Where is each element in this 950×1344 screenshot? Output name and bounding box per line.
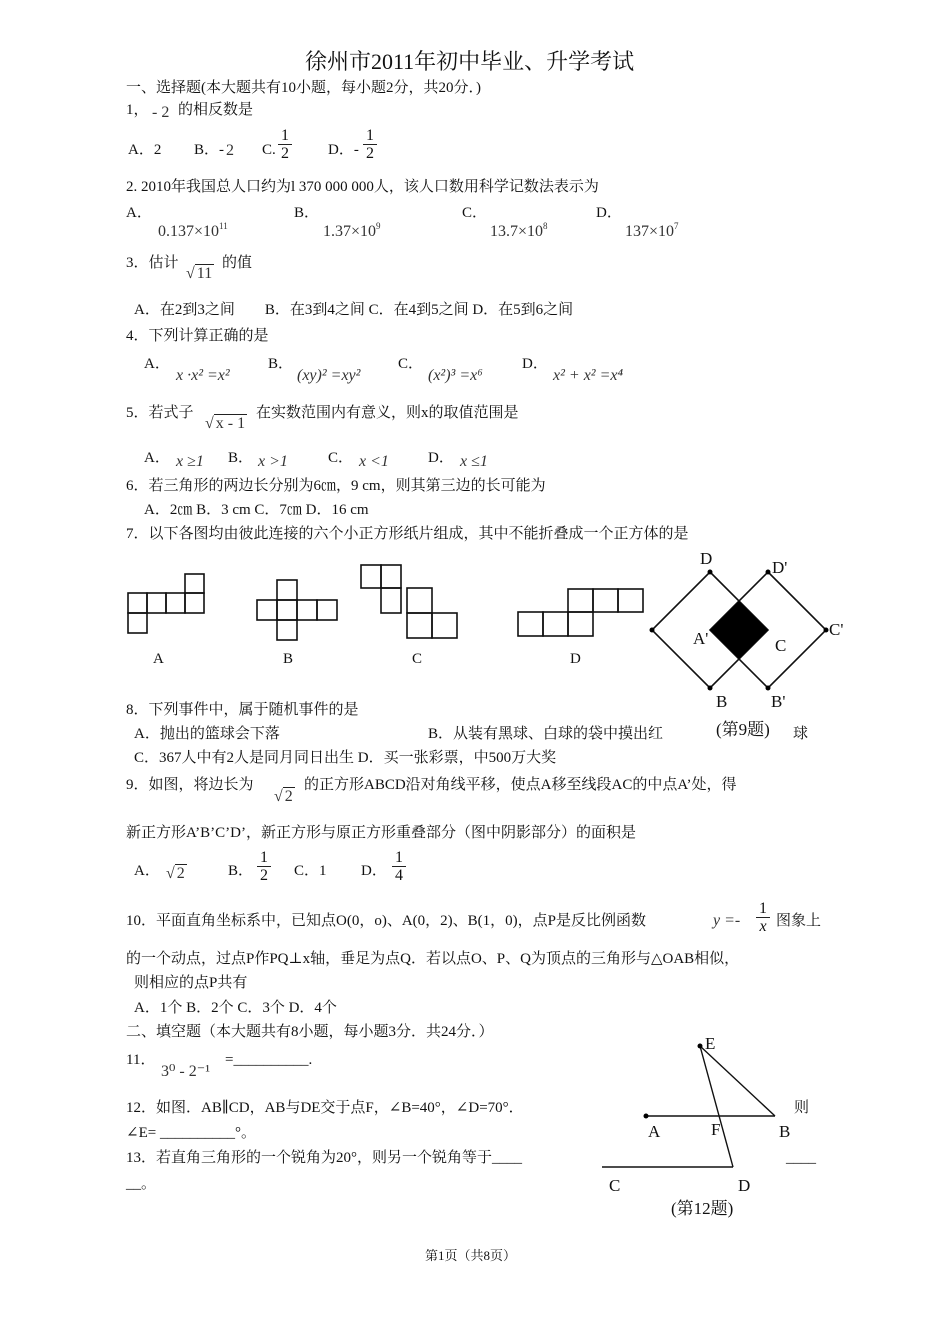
- q11-answer-blank: =__________.: [225, 1052, 313, 1068]
- fig9-label-d-prime: D': [772, 558, 788, 577]
- q4-option-a: A．: [144, 356, 170, 372]
- net-a-label: A: [153, 651, 164, 667]
- q1-text: 的相反数是: [178, 102, 254, 118]
- q10-line1: 10．平面直角坐标系中，已知点O(0，o)、A(0，2)、B(1，0)，点P是反比例函数: [126, 913, 646, 929]
- q4-option-a-expr: x ·x² =x²: [176, 367, 230, 384]
- fig12-label-a: A: [648, 1122, 661, 1141]
- q1-option-c-fraction: [278, 127, 292, 162]
- q9-option-d-fraction: [392, 849, 406, 884]
- q6-text: 6．若三角形的两边长分别为6㎝，9 cm，则其第三边的长可能为: [126, 478, 546, 494]
- q10-function: y =-: [713, 912, 741, 929]
- q13-line1-tail: ____: [786, 1150, 816, 1166]
- q5-option-c-expr: x <1: [359, 453, 389, 470]
- q5-option-d: D．: [428, 450, 454, 466]
- q5-prefix: 5．若式子: [126, 405, 194, 421]
- q2-option-c: C．: [462, 205, 488, 221]
- q8-option-a: A．抛出的篮球会下落: [134, 726, 280, 742]
- fig9-squares: [652, 572, 826, 688]
- q1-expression: - 2: [152, 104, 170, 121]
- q4-option-b-expr: (xy)² =xy²: [297, 367, 361, 384]
- q3-options: A．在2到3之间 B．在3到4之间 C．在4到5之间 D．在5到6之间: [134, 302, 574, 318]
- q2-option-c-value: $13.7\times 10^8$: [490, 221, 548, 240]
- q3-sqrt: √ 11: [186, 265, 213, 282]
- fig9-vertex-dots: [650, 570, 829, 691]
- q2-option-b-value: $1.37\times 10^9$: [323, 221, 381, 240]
- fig9-caption: (第9题): [716, 720, 770, 739]
- page-title: 徐州市2011年初中毕业、升学考试: [305, 49, 635, 74]
- q10-line1-tail: 图象上: [776, 913, 822, 929]
- q2-option-d-value: $137\times 10^7$: [625, 221, 679, 240]
- q8-option-b-tail: 球: [793, 726, 809, 742]
- q9-option-a-sqrt: √ 2: [166, 865, 185, 882]
- q12-line2: ∠E= __________°。: [126, 1125, 256, 1141]
- q4-option-c: C．: [398, 356, 424, 372]
- q9-option-c: C．1: [294, 863, 327, 879]
- section-2-heading: 二、填空题（本大题共有8小题，每小题3分．共24分．）: [126, 1024, 494, 1040]
- fig9-label-b-prime: B': [771, 692, 786, 711]
- q2-option-a-value: $0.137\times 10^{11}$: [158, 221, 228, 240]
- q7-text: 7．以下各图均由彼此连接的六个小正方形纸片组成，其中不能折叠成一个正方体的是: [126, 526, 689, 542]
- net-b-figure: [257, 580, 337, 640]
- q3-suffix: 的值: [222, 255, 253, 271]
- q9-option-a: A．: [134, 863, 160, 879]
- q4-option-d: D．: [522, 356, 548, 372]
- q10-denominator: x: [759, 918, 767, 935]
- q5-option-c: C．: [328, 450, 354, 466]
- q9-line2: 新正方形A’B’C’D’，新正方形与原正方形重叠部分（图中阴影部分）的面积是: [126, 825, 636, 841]
- q4-text: 4．下列计算正确的是: [126, 328, 269, 344]
- q9-option-b-fraction: [257, 849, 271, 884]
- fig12-label-c: C: [609, 1176, 621, 1195]
- q9-suffix: 的正方形ABCD沿对角线平移，使点A移至线段AC的中点A’处，得: [304, 777, 737, 793]
- net-d-figure: [518, 589, 643, 636]
- q10-line2: 的一个动点，过点P作PQ⊥x轴，垂足为点Q．若以点O、P、Q为顶点的三角形与△OAB相似，: [126, 951, 740, 967]
- fig9-label-a-prime: A': [693, 629, 709, 648]
- q1-number: 1，: [126, 102, 149, 118]
- q9-option-b: B．: [228, 863, 254, 879]
- net-d-label: D: [570, 651, 581, 667]
- q12-line1: 12．如图．AB∥CD，AB与DE交于点F，∠B=40°，∠D=70°．: [126, 1100, 524, 1116]
- net-b-label: B: [283, 651, 294, 667]
- q6-options: A．2㎝ B．3 cm C．7㎝ D．16 cm: [144, 502, 369, 518]
- q10-options: A．1个 B．2个 C．3个 D．4个: [134, 1000, 337, 1016]
- net-a-figure: [128, 574, 204, 633]
- q4-option-d-expr: x² + x² =x⁴: [553, 367, 624, 384]
- q9-b-denominator: 2: [260, 867, 268, 884]
- q1-c-numerator: 1: [281, 127, 289, 144]
- q9-d-denominator: 4: [395, 867, 403, 884]
- q1-option-c: C.: [262, 142, 276, 158]
- q13-line1: 13．若直角三角形的一个锐角为20°，则另一个锐角等于____: [126, 1150, 523, 1166]
- q1-option-d: D．-: [328, 142, 359, 158]
- q4-option-c-expr: (x²)³ =x⁶: [428, 367, 483, 384]
- q5-option-d-expr: x ≤1: [460, 453, 488, 470]
- q10-function-fraction: [756, 900, 770, 935]
- fig12-label-d: D: [738, 1176, 751, 1195]
- q5-option-a-expr: x ≥1: [176, 453, 204, 470]
- q11-number: 11．: [126, 1052, 156, 1068]
- q1-option-b-value: 2: [226, 142, 234, 159]
- q2-option-d: D．: [596, 205, 622, 221]
- fig12-dots: [644, 1044, 703, 1119]
- net-c-figure: [361, 565, 457, 638]
- q5-sqrt: √ x - 1: [205, 415, 246, 432]
- q1-option-d-fraction: [363, 127, 377, 162]
- q8-option-b: B．从装有黑球、白球的袋中摸出红: [428, 726, 664, 742]
- q1-c-denominator: 2: [281, 145, 289, 162]
- fig9-label-d: D: [700, 549, 713, 568]
- q1-option-b: B．-: [194, 142, 225, 158]
- fig9-label-c: C: [775, 636, 787, 655]
- fig9-label-b: B: [716, 692, 728, 711]
- q2-text: 2. 2010年我国总人口约为l 370 000 000人，该人口数用科学记数法表示为: [126, 179, 599, 195]
- q2-option-b: B．: [294, 205, 320, 221]
- fig12-caption: (第12题): [671, 1199, 734, 1218]
- q5-suffix: 在实数范围内有意义，则x的取值范围是: [256, 405, 519, 421]
- fig9-overlap-shaded: [710, 601, 768, 659]
- q1-d-denominator: 2: [366, 145, 374, 162]
- q5-option-b: B．: [228, 450, 254, 466]
- fig12-label-f: F: [711, 1120, 721, 1139]
- fig12-lines: [602, 1046, 775, 1167]
- q4-option-b: B．: [268, 356, 294, 372]
- q9-option-d: D．: [361, 863, 387, 879]
- fig12-label-e: E: [705, 1034, 716, 1053]
- q1-option-a: A．2: [128, 142, 162, 158]
- q5-option-b-expr: x >1: [258, 453, 288, 470]
- q1-d-numerator: 1: [366, 127, 374, 144]
- q9-b-numerator: 1: [260, 849, 268, 866]
- q8-options-cd: C．367人中有2人是同月同日出生 D．买一张彩票，中500万大奖: [134, 750, 557, 766]
- q2-option-a: A．: [126, 205, 152, 221]
- q5-option-a: A．: [144, 450, 170, 466]
- q10-numerator: 1: [759, 900, 767, 917]
- section-1-heading: 一、选择题(本大题共有10小题，每小题2分，共20分．): [126, 80, 481, 96]
- fig12-label-b: B: [779, 1122, 791, 1141]
- fig9-label-c-prime: C': [829, 620, 844, 639]
- q9-d-numerator: 1: [395, 849, 403, 866]
- q12-line1-tail: 则: [794, 1100, 810, 1116]
- q8-text: 8．下列事件中，属于随机事件的是: [126, 702, 359, 718]
- page-footer: 第1页（共8页）: [425, 1248, 517, 1263]
- net-c-label: C: [412, 651, 423, 667]
- q10-line3: 则相应的点P共有: [134, 975, 248, 991]
- q9-sqrt: √ 2: [274, 788, 293, 805]
- q13-line2: __。: [126, 1176, 157, 1192]
- q3-prefix: 3．估计: [126, 255, 179, 271]
- q9-prefix: 9．如图，将边长为: [126, 777, 254, 793]
- q11-expression: 3⁰ - 2⁻¹: [161, 1063, 210, 1080]
